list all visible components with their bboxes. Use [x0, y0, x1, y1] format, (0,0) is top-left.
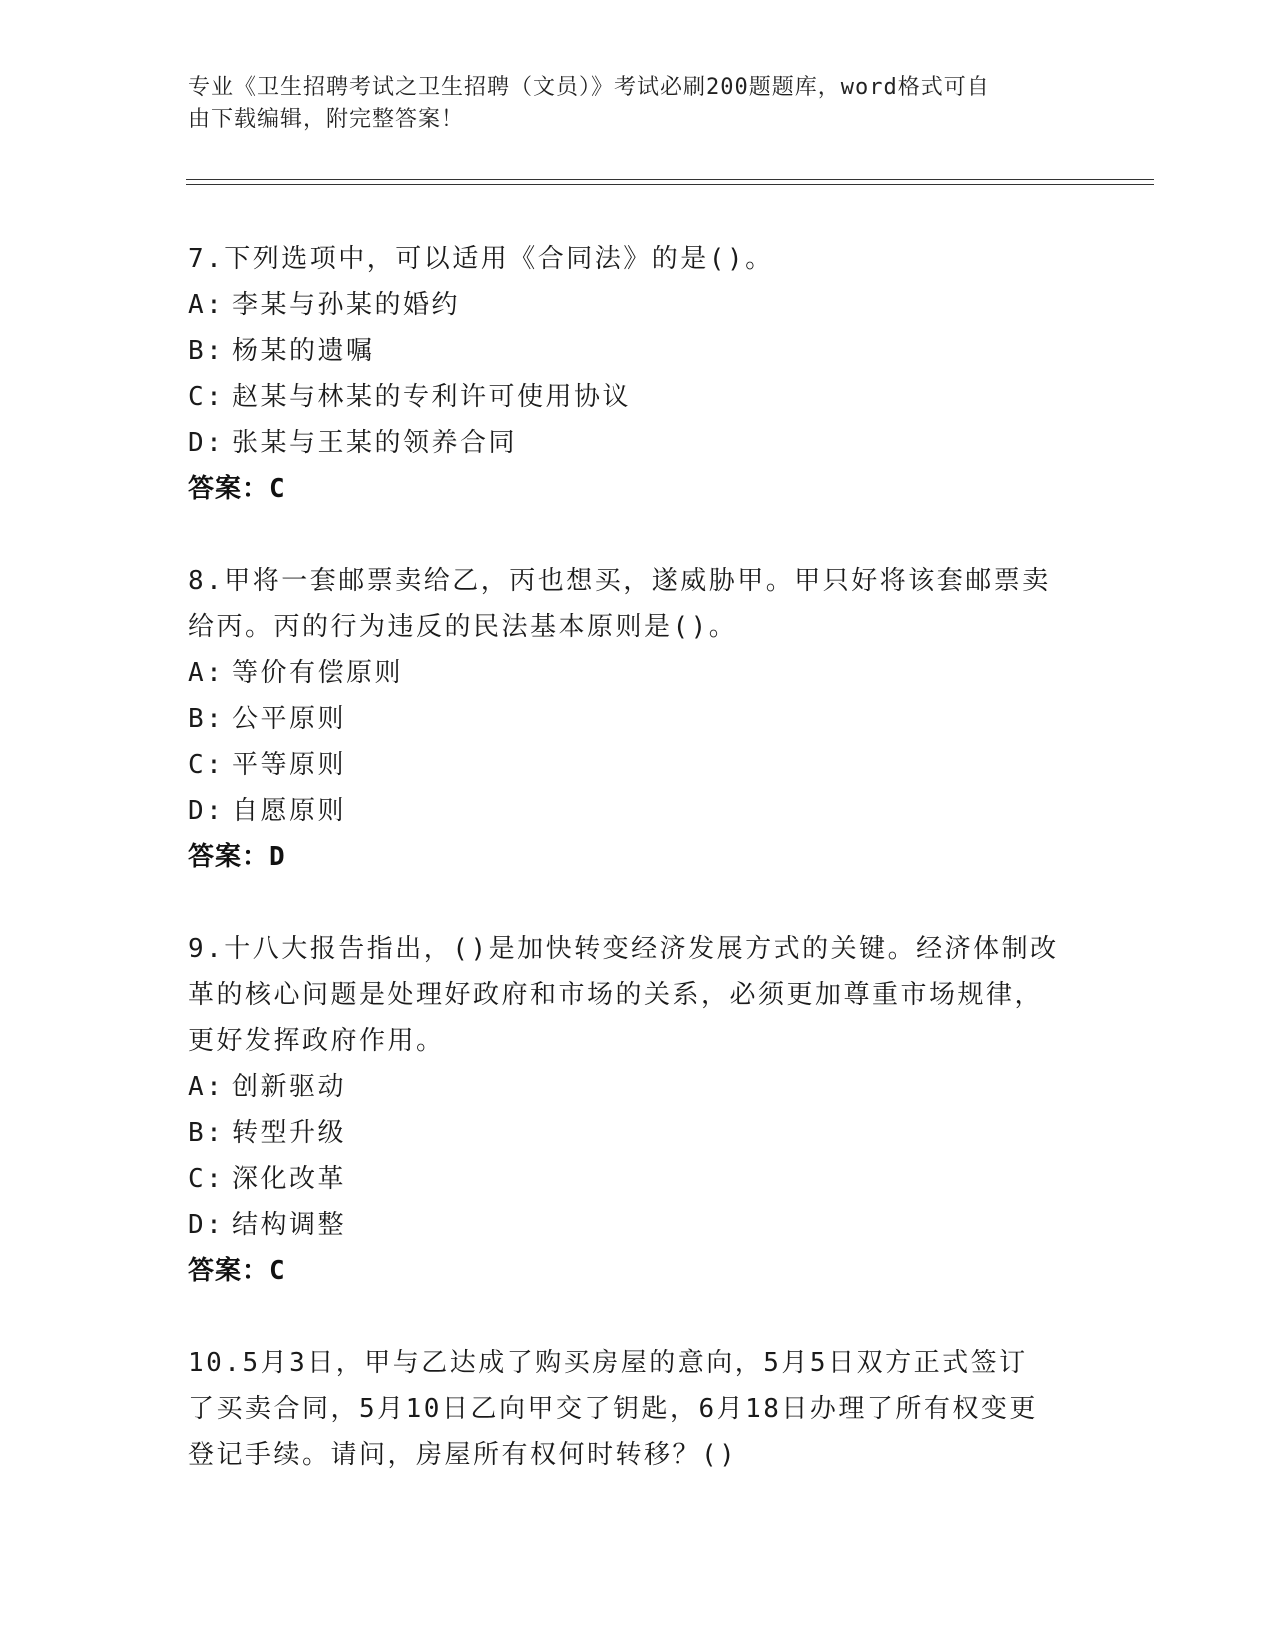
question-7	[188, 236, 1088, 512]
header-line-2: 由下载编辑，附完整答案！	[188, 107, 465, 132]
question-text: 8.甲将一套邮票卖给乙，丙也想买，遂威胁甲。甲只好将该套邮票卖	[188, 566, 1051, 596]
option-text: 公平原则	[232, 704, 347, 734]
option-letter: B:	[188, 704, 225, 734]
question-text: 更好发挥政府作用。	[188, 1026, 445, 1056]
question-text: 了买卖合同，5月10日乙向甲交了钥匙，6月18日办理了所有权变更	[188, 1394, 1038, 1424]
option-c	[188, 374, 1088, 420]
option-text: 张某与王某的领养合同	[232, 428, 518, 458]
option-a	[188, 1064, 1088, 1110]
answer-label: 答案：C	[188, 474, 286, 504]
question-text: 登记手续。请问，房屋所有权何时转移？()	[188, 1440, 738, 1470]
question-text: 10.5月3日，甲与乙达成了购买房屋的意向，5月5日双方正式签订	[188, 1348, 1028, 1378]
option-text: 杨某的遗嘱	[232, 336, 375, 366]
option-text: 转型升级	[232, 1118, 347, 1148]
option-letter: C:	[188, 750, 225, 780]
option-letter: A:	[188, 1072, 225, 1102]
option-text: 李某与孙某的婚约	[232, 290, 461, 320]
question-list	[188, 236, 1088, 1524]
option-text: 等价有偿原则	[232, 658, 404, 688]
question-text: 7.下列选项中，可以适用《合同法》的是()。	[188, 244, 774, 274]
header-divider-top	[186, 179, 1154, 180]
option-letter: D:	[188, 796, 225, 826]
option-b	[188, 328, 1088, 374]
document-header	[188, 72, 1078, 136]
option-text: 平等原则	[232, 750, 347, 780]
option-text: 创新驱动	[232, 1072, 347, 1102]
option-d	[188, 420, 1088, 466]
option-letter: A:	[188, 658, 225, 688]
option-b	[188, 696, 1088, 742]
option-letter: D:	[188, 428, 225, 458]
option-letter: C:	[188, 382, 225, 412]
option-letter: B:	[188, 336, 225, 366]
option-b	[188, 1110, 1088, 1156]
question-text: 革的核心问题是处理好政府和市场的关系，必须更加尊重市场规律，	[188, 980, 1044, 1010]
question-8	[188, 558, 1088, 880]
option-c	[188, 742, 1088, 788]
option-letter: D:	[188, 1210, 225, 1240]
option-d	[188, 788, 1088, 834]
option-text: 深化改革	[232, 1164, 347, 1194]
option-d	[188, 1202, 1088, 1248]
option-letter: A:	[188, 290, 225, 320]
question-text: 给丙。丙的行为违反的民法基本原则是()。	[188, 612, 738, 642]
option-letter: C:	[188, 1164, 225, 1194]
option-a	[188, 650, 1088, 696]
header-line-1: 专业《卫生招聘考试之卫生招聘（文员）》考试必刷200题题库，word格式可自	[188, 75, 990, 100]
option-text: 结构调整	[232, 1210, 347, 1240]
answer-label: 答案：C	[188, 1256, 286, 1286]
header-divider-bottom	[186, 184, 1154, 185]
question-9	[188, 926, 1088, 1294]
option-c	[188, 1156, 1088, 1202]
option-text: 赵某与林某的专利许可使用协议	[232, 382, 632, 412]
question-10	[188, 1340, 1088, 1478]
question-text: 9.十八大报告指出，()是加快转变经济发展方式的关键。经济体制改	[188, 934, 1059, 964]
option-a	[188, 282, 1088, 328]
option-letter: B:	[188, 1118, 225, 1148]
option-text: 自愿原则	[232, 796, 347, 826]
answer-label: 答案：D	[188, 842, 286, 872]
